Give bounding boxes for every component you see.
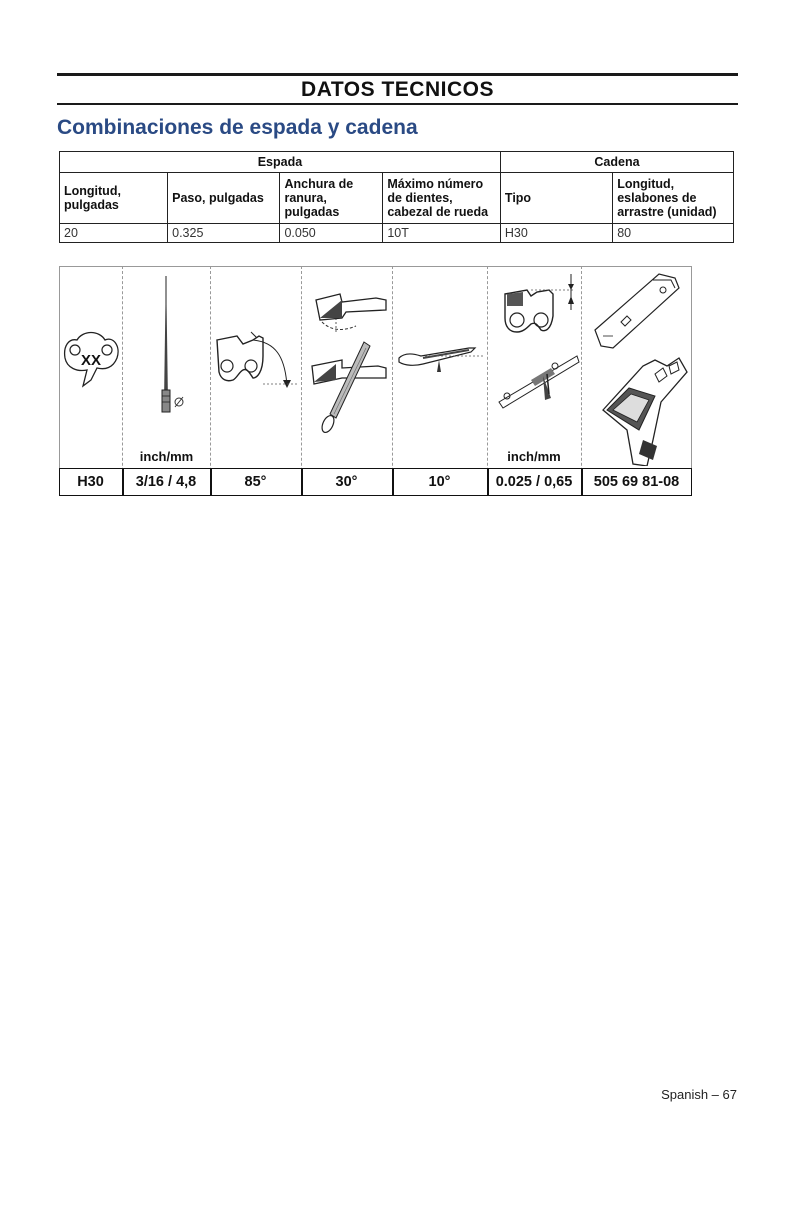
value-chain-type: H30 [77,474,104,490]
chain-mark-text: XX [80,352,102,369]
sharpening-tools-table [59,266,692,496]
depth-gauge-icon [491,270,583,420]
chain-mark-icon [61,328,121,390]
column-header: Anchura de ranura, pulgadas [280,173,383,224]
group-header-row [60,152,734,173]
unit-label: inch/mm [507,449,561,464]
group-header-espada: Espada [60,152,501,173]
filing-gauge-icon [583,270,691,466]
file-holder-angle-icon [395,336,487,386]
value-depth-gauge: 0.025 / 0,65 [495,474,573,490]
table-cell: 10T [383,224,501,243]
column-header: Paso, pulgadas [168,173,280,224]
value-holder-angle: 10° [428,474,451,490]
column-header-row [60,173,734,224]
page-subtitle: Combinaciones de espada y cadena [57,116,418,139]
value-part-number: 505 69 81-08 [593,474,680,490]
table-cell: 20 [60,224,168,243]
column-header: Tipo [500,173,612,224]
section-title: DATOS TECNICOS [301,78,494,101]
value-file-diameter: 3/16 / 4,8 [135,474,197,490]
cell-divider [392,266,393,496]
table-cell: 80 [613,224,734,243]
table-row [60,224,734,243]
column-header: Máximo número de dientes, cabezal de rueda [383,173,501,224]
cell-divider [210,266,211,496]
top-rule [57,73,738,76]
page-number: Spanish – 67 [661,1087,737,1102]
table-cell: 0.325 [168,224,280,243]
unit-label: inch/mm [139,449,194,464]
table-cell: 0.050 [280,224,383,243]
top-plate-angle-icon [213,326,299,396]
column-header: Longitud, pulgadas [60,173,168,224]
bar-chain-table [59,151,734,243]
column-header: Longitud, eslabones de arrastre (unidad) [613,173,734,224]
round-file-icon [153,272,189,416]
file-angle-icon [306,288,392,436]
value-top-plate-angle: 85° [244,474,267,490]
table-cell: H30 [500,224,612,243]
group-header-cadena: Cadena [500,152,733,173]
cell-divider [301,266,302,496]
value-filing-angle: 30° [335,474,358,490]
title-rule [57,103,738,105]
